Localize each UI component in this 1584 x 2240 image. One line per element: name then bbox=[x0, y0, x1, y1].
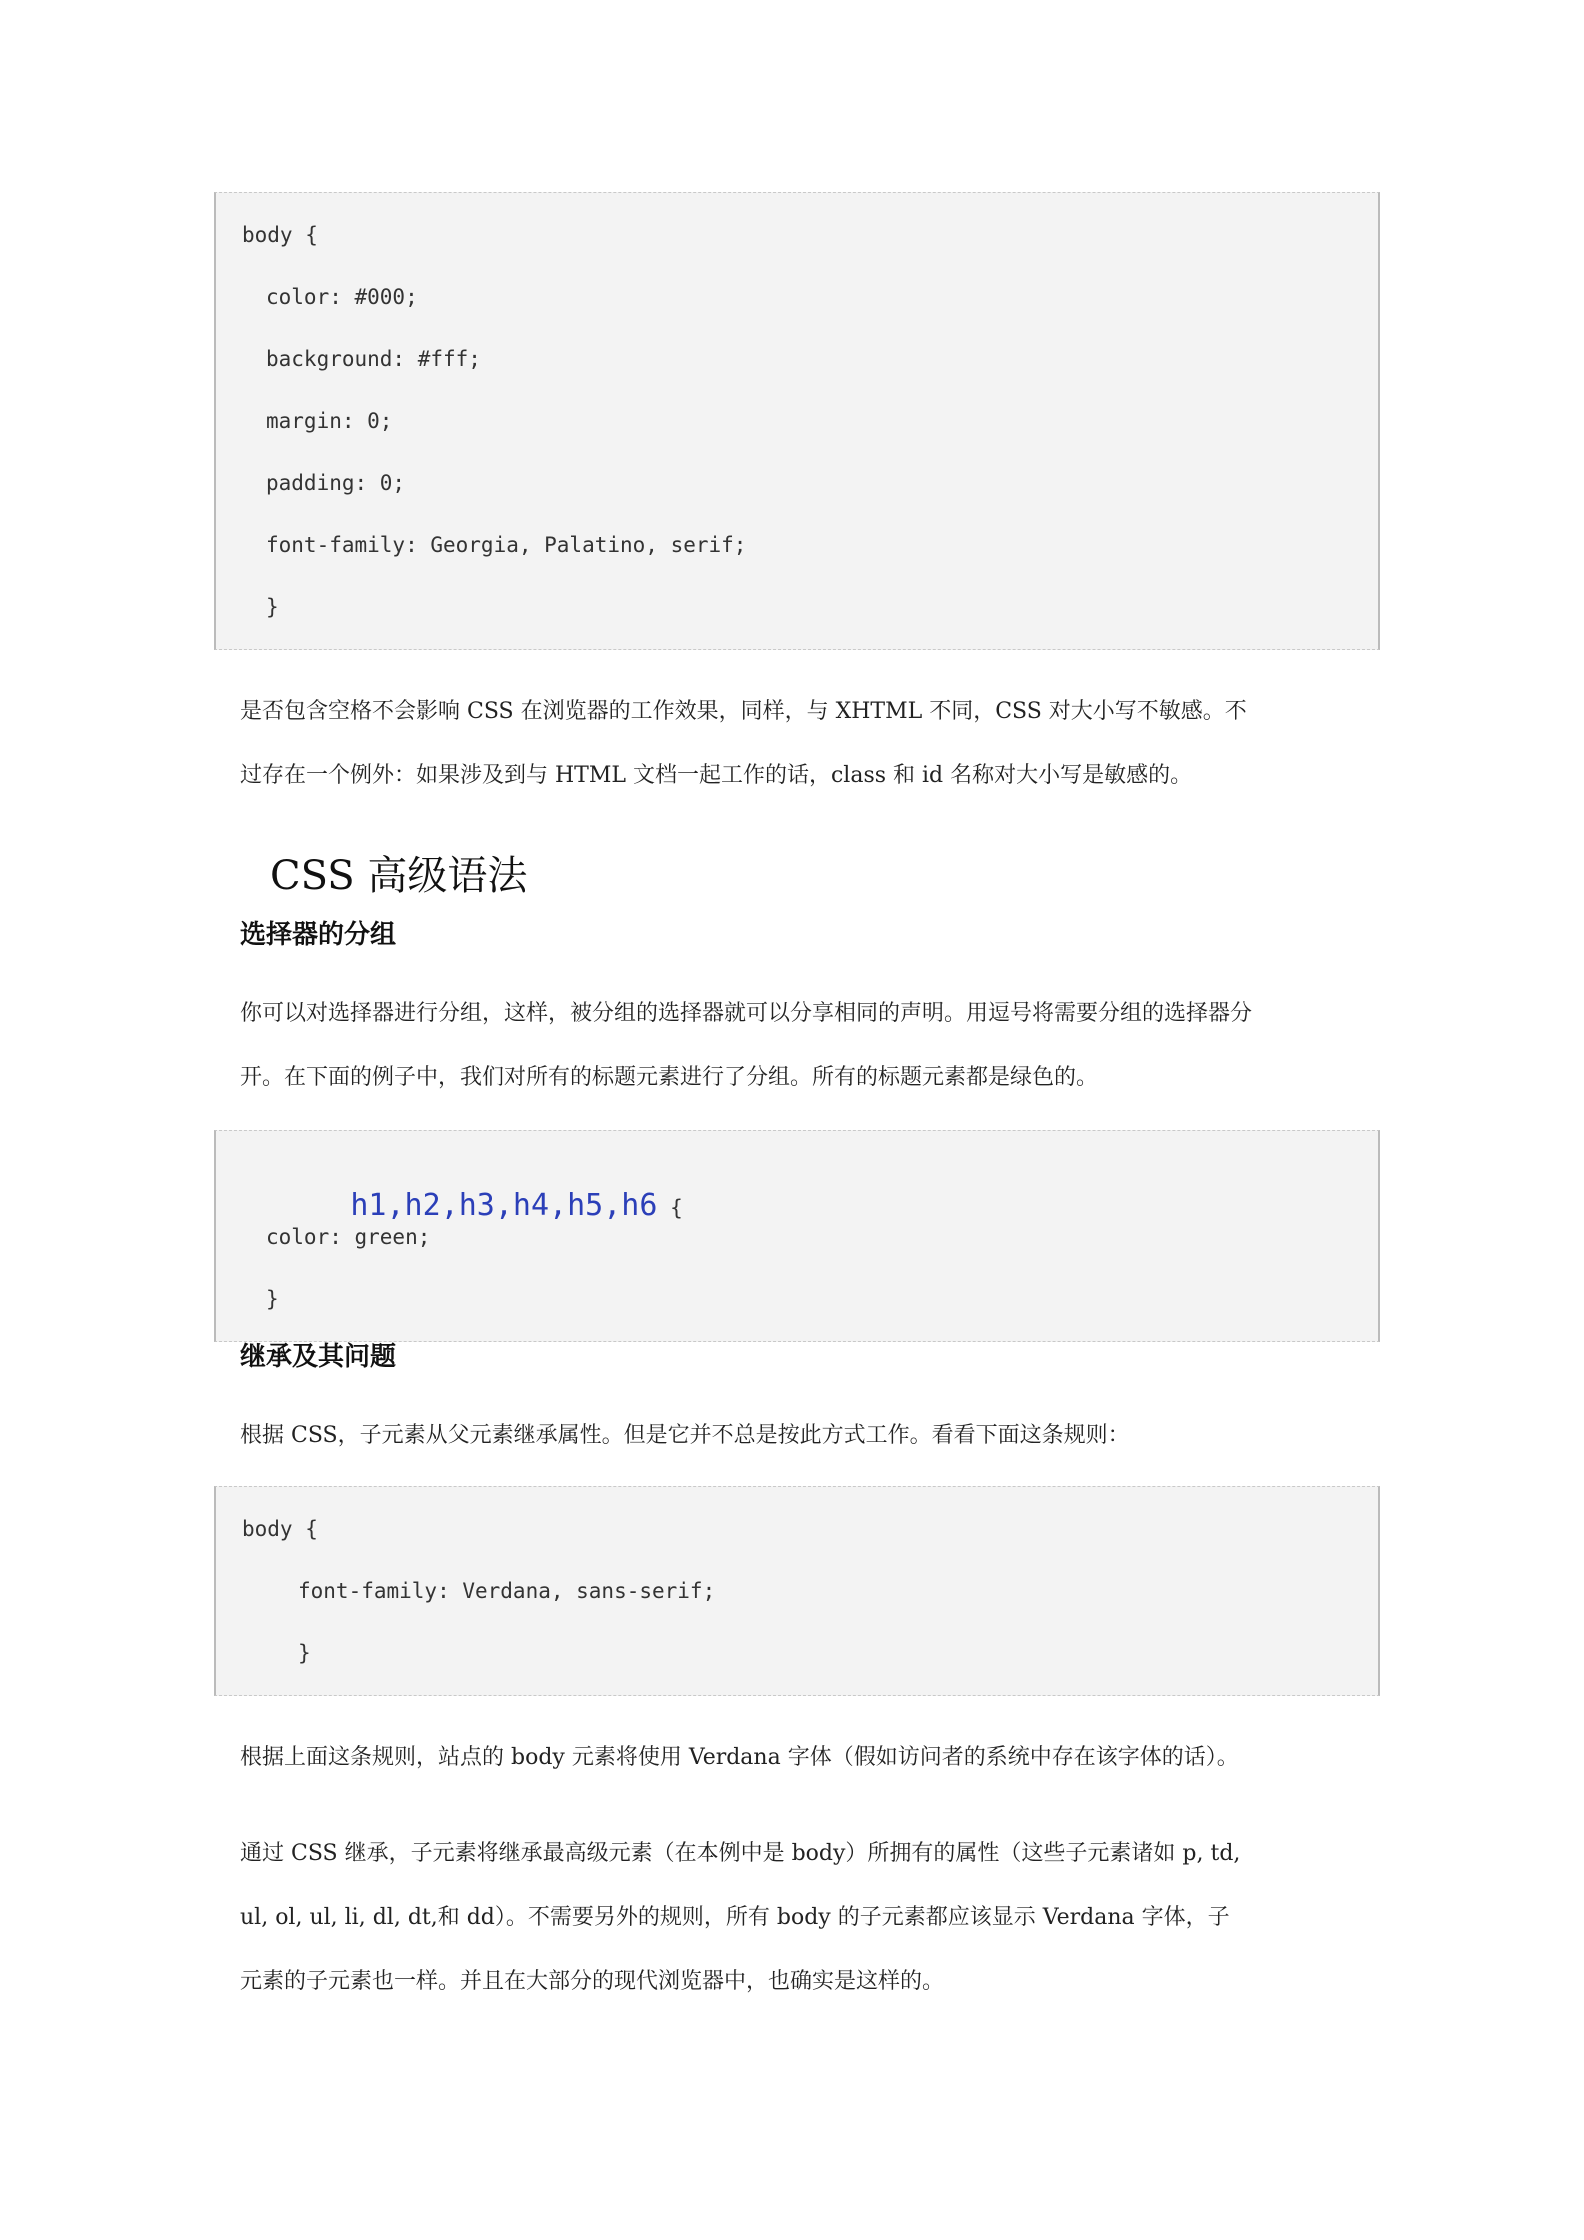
code-line: background: #fff; bbox=[266, 347, 481, 371]
code-line: } bbox=[298, 1641, 311, 1665]
code-block-body-styles bbox=[214, 192, 1380, 650]
code-line: color: #000; bbox=[266, 285, 418, 309]
brace-open: { bbox=[657, 1196, 683, 1220]
paragraph-inheritance-intro: 根据 CSS，子元素从父元素继承属性。但是它并不总是按此方式工作。看看下面这条规则： bbox=[240, 1423, 1130, 1448]
section-heading-advanced-syntax: CSS 高级语法 bbox=[270, 853, 528, 899]
paragraph-case-sensitivity bbox=[240, 680, 1380, 808]
paragraph-line: 通过 CSS 继承，子元素将继承最高级元素（在本例中是 body）所拥有的属性（这些子元素诸如 p, td, bbox=[240, 1841, 1241, 1866]
code-line: color: green; bbox=[266, 1225, 431, 1249]
code-line: font-family: Verdana, sans-serif; bbox=[298, 1579, 716, 1603]
code-line: font-family: Georgia, Palatino, serif; bbox=[266, 533, 747, 557]
paragraph-line: 过存在一个例外：如果涉及到与 HTML 文档一起工作的话，class 和 id 名称对大小写是敏感的。 bbox=[240, 763, 1193, 788]
code-block-body-font bbox=[214, 1486, 1380, 1696]
code-line: body { bbox=[242, 1517, 318, 1541]
paragraph-inheritance-detail bbox=[240, 1822, 1380, 2014]
paragraph-line: ul, ol, ul, li, dl, dt,和 dd）。不需要另外的规则，所有 body 的子元素都应该显示 Verdana 字体，子 bbox=[240, 1905, 1230, 1930]
paragraph-line: 元素的子元素也一样。并且在大部分的现代浏览器中，也确实是这样的。 bbox=[240, 1969, 945, 1994]
paragraph-line: 是否包含空格不会影响 CSS 在浏览器的工作效果，同样，与 XHTML 不同，CSS 对大小写不敏感。不 bbox=[240, 699, 1247, 724]
paragraph-grouping bbox=[240, 982, 1380, 1110]
paragraph-line: 你可以对选择器进行分组，这样，被分组的选择器就可以分享相同的声明。用逗号将需要分组的选择器分 bbox=[240, 1001, 1253, 1026]
paragraph-verdana-rule: 根据上面这条规则，站点的 body 元素将使用 Verdana 字体（假如访问者的系统中存在该字体的话）。 bbox=[240, 1745, 1239, 1770]
selector-text: h1,h2,h3,h4,h5,h6 bbox=[350, 1188, 658, 1223]
code-block-heading-group bbox=[214, 1130, 1380, 1342]
code-line: margin: 0; bbox=[266, 409, 393, 433]
subheading-selector-grouping: 选择器的分组 bbox=[240, 920, 397, 950]
code-line: padding: 0; bbox=[266, 471, 406, 495]
paragraph-line: 开。在下面的例子中，我们对所有的标题元素进行了分组。所有的标题元素都是绿色的。 bbox=[240, 1065, 1099, 1090]
subheading-inheritance: 继承及其问题 bbox=[240, 1342, 397, 1372]
code-line: body { bbox=[242, 223, 318, 247]
code-line: } bbox=[266, 595, 279, 619]
code-line: } bbox=[266, 1287, 279, 1311]
